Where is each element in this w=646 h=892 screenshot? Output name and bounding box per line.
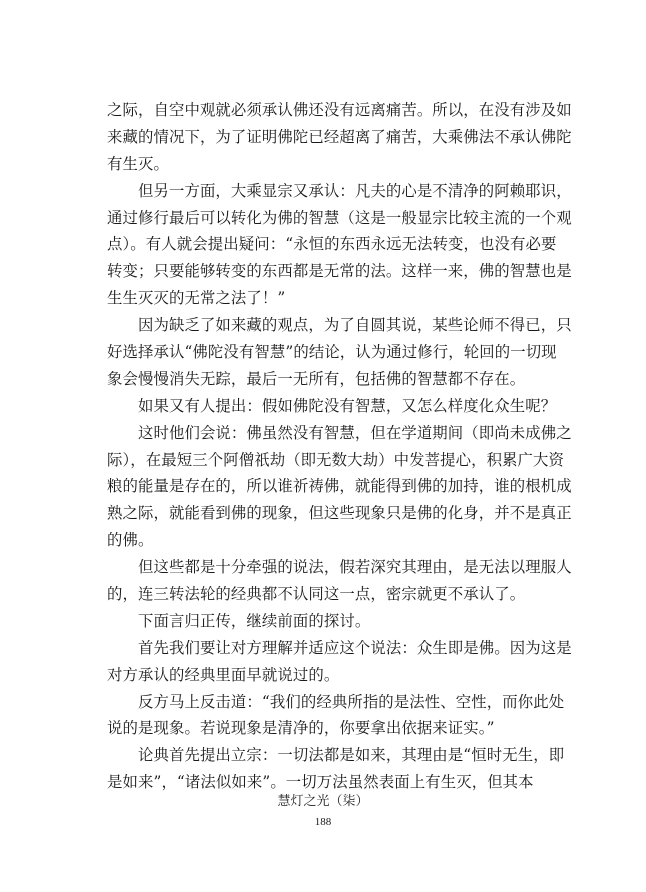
text-line: 反方马上反击道：“我们的经典所指的是法性、空性，而你此处 (107, 692, 565, 711)
text-line: 生生灭灭的无常之法了！” (107, 289, 286, 308)
body-text (107, 97, 572, 796)
text-line: 通过修行最后可以转化为佛的智慧（这是一般显宗比较主流的一个观 (107, 208, 572, 227)
text-line: 这时他们会说：佛虽然没有智慧，但在学道期间（即尚未成佛之 (107, 423, 572, 442)
text-line: 首先我们要让对方理解并适应这个说法：众生即是佛。因为这是 (107, 638, 572, 657)
text-line: 来藏的情况下，为了证明佛陀已经超离了痛苦，大乘佛法不承认佛陀 (107, 127, 572, 146)
text-line: 粮的能量是存在的，所以谁祈祷佛，就能得到佛的加持，谁的根机成 (107, 477, 572, 496)
text-line: 点）。有人就会提出疑问：“永恒的东西永远无法转变，也没有必要 (107, 235, 557, 254)
text-line: 转变；只要能够转变的东西都是无常的法。这样一来，佛的智慧也是 (107, 262, 572, 281)
text-line: 因为缺乏了如来藏的观点，为了自圆其说，某些论师不得已，只 (107, 316, 572, 335)
text-line: 的，连三转法轮的经典都不认同这一点，密宗就更不承认了。 (107, 585, 526, 604)
text-line: 好选择承认“佛陀没有智慧”的结论，认为通过修行，轮回的一切现 (107, 343, 557, 362)
text-line: 有生灭。 (107, 154, 169, 173)
text-line: 际），在最短三个阿僧祇劫（即无数大劫）中发菩提心，积累广大资 (107, 450, 565, 469)
text-line: 论典首先提出立宗：一切法都是如来，其理由是“恒时无生，即 (107, 746, 565, 765)
page-number: 188 (314, 816, 332, 828)
text-line: 但这些都是十分牵强的说法，假若深究其理由，是无法以理服人 (107, 558, 572, 577)
text-line: 如果又有人提出：假如佛陀没有智慧，又怎么样度化众生呢？ (107, 396, 557, 415)
text-line: 但另一方面，大乘显宗又承认：凡夫的心是不清净的阿赖耶识， (107, 181, 572, 200)
text-line: 熟之际，就能看到佛的现象，但这些现象只是佛的化身，并不是真正 (107, 504, 572, 523)
text-line: 的佛。 (107, 531, 154, 550)
text-line: 之际，自空中观就必须承认佛还没有远离痛苦。所以，在没有涉及如 (107, 101, 572, 119)
text-line: 是如来”，“诸法似如来”。一切万法虽然表面上有生灭，但其本 (107, 773, 534, 792)
footer-book-title: 慧灯之光（柒） (277, 794, 369, 809)
text-line: 下面言归正传，继续前面的探讨。 (107, 611, 371, 630)
text-line: 说的是现象。若说现象是清净的，你要拿出依据来证实。” (107, 719, 495, 738)
text-line: 象会慢慢消失无踪，最后一无所有，包括佛的智慧都不存在。 (107, 369, 526, 388)
text-line: 对方承认的经典里面早就说过的。 (107, 665, 340, 684)
